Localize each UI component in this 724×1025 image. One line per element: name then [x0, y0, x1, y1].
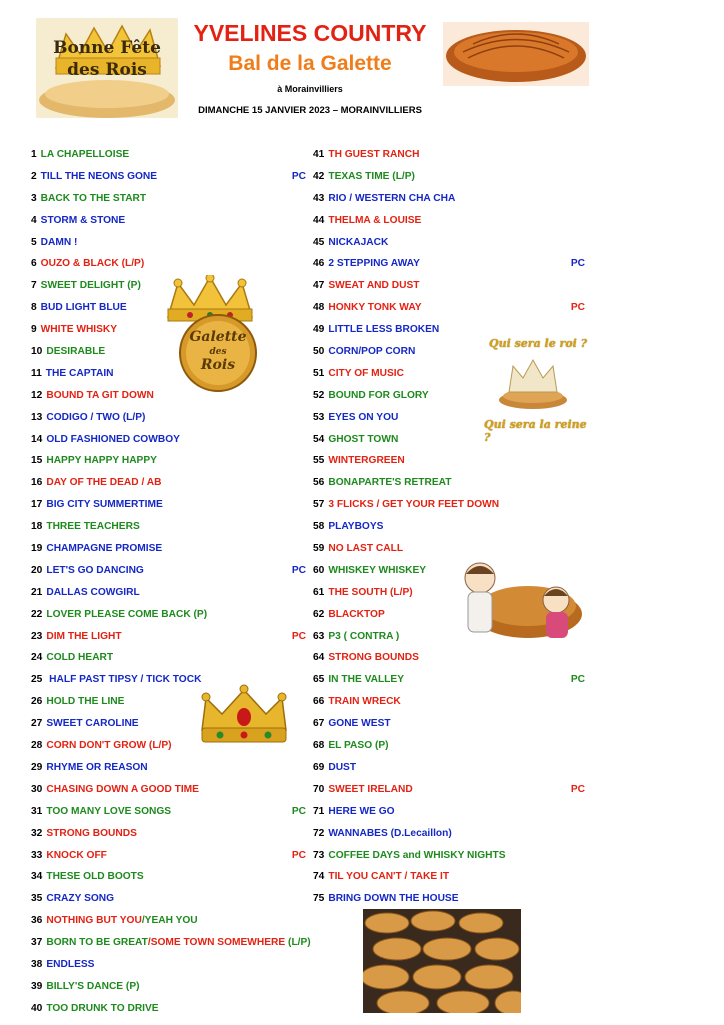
dance-number: 30 [31, 783, 43, 795]
dance-number: 50 [313, 346, 325, 358]
dance-title: TIL YOU CAN'T / TAKE IT [328, 871, 450, 883]
dance-list-item [31, 412, 306, 434]
dance-title: DIM THE LIGHT [46, 630, 122, 642]
dance-list-item [313, 674, 585, 696]
dance-title: BLACKTOP [328, 608, 385, 620]
dance-title: OLD FASHIONED COWBOY [46, 433, 180, 445]
pc-marker: PC [570, 258, 585, 270]
dance-title: THREE TEACHERS [46, 521, 140, 533]
dance-list-item [31, 587, 306, 609]
dance-list-item [313, 237, 585, 259]
dance-title: DAMN ! [40, 236, 78, 248]
event-date: DIMANCHE 15 JANVIER 2023 – MORAINVILLIERS [198, 105, 422, 116]
dance-list-item [313, 302, 585, 324]
dance-list-item [31, 871, 306, 893]
crown-label-line2: des [209, 347, 227, 357]
dance-title: HERE WE GO [328, 805, 395, 817]
pc-marker: PC [291, 849, 306, 861]
dance-list-item [31, 543, 306, 565]
dolls-galette-image [458, 556, 582, 640]
dance-title: DALLAS COWGIRL [46, 586, 140, 598]
crown-label-line3: Rois [200, 357, 236, 373]
dance-list-item [313, 455, 585, 477]
dance-list-item [313, 258, 585, 280]
dance-title: RIO / WESTERN CHA CHA [328, 192, 456, 204]
dance-number: 64 [313, 652, 325, 664]
dance-number: 27 [31, 718, 43, 730]
dance-number: 26 [31, 696, 43, 708]
dance-list-item [313, 784, 585, 806]
dance-number: 51 [313, 367, 325, 379]
dance-title: PLAYBOYS [328, 521, 384, 533]
dance-title: SWEET DELIGHT (P) [40, 280, 141, 292]
dance-number: 73 [313, 849, 325, 861]
dance-title: COFFEE DAYS and WHISKY NIGHTS [328, 849, 506, 861]
pc-marker: PC [570, 302, 585, 314]
dance-list-item [31, 477, 306, 499]
dance-title: NO LAST CALL [328, 543, 404, 555]
small-galette-crown-image [497, 352, 569, 410]
dance-number: 63 [313, 630, 325, 642]
dance-list-item [31, 565, 306, 587]
dance-list-item [313, 740, 585, 762]
dance-title: THESE OLD BOOTS [46, 871, 144, 883]
dance-title: TEXAS TIME (L/P) [328, 170, 415, 182]
dance-title: SWEET CAROLINE [46, 718, 139, 730]
dance-number: 20 [31, 564, 43, 576]
dance-list-item [31, 850, 306, 872]
dance-number: 48 [313, 302, 325, 314]
dance-number: 34 [31, 871, 43, 883]
question-queen: Qui sera la reine ? [484, 418, 587, 444]
dance-number: 24 [31, 652, 43, 664]
dance-number: 29 [31, 761, 43, 773]
dance-number: 14 [31, 433, 43, 445]
event-location: à Morainvilliers [277, 84, 343, 94]
dance-list-item [31, 1003, 306, 1025]
dance-number: 5 [31, 236, 37, 248]
event-subtitle: Bal de la Galette [228, 52, 392, 75]
dance-title: LITTLE LESS BROKEN [328, 324, 440, 336]
dance-number: 74 [313, 871, 325, 883]
dance-number: 54 [313, 433, 325, 445]
dance-number: 43 [313, 192, 325, 204]
dance-title: BIG CITY SUMMERTIME [46, 499, 163, 511]
dance-title: SWEAT AND DUST [328, 280, 420, 292]
dance-number: 40 [31, 1002, 43, 1014]
dance-number: 9 [31, 324, 37, 336]
dance-title: HONKY TONK WAY [328, 302, 422, 314]
galette-photo [443, 22, 589, 86]
dance-title: BOUND TA GIT DOWN [46, 389, 154, 401]
dance-number: 55 [313, 455, 325, 467]
dance-list-item [313, 828, 585, 850]
dance-list-item [31, 631, 306, 653]
dance-title: OUZO & BLACK (L/P) [40, 258, 145, 270]
dance-number: 44 [313, 214, 325, 226]
dance-list-item [31, 828, 306, 850]
dance-number: 21 [31, 586, 43, 598]
dance-list-item [313, 871, 585, 893]
dance-list-item [313, 499, 585, 521]
dance-list-item [31, 893, 306, 915]
dance-title: BACK TO THE START [40, 192, 147, 204]
dance-number: 32 [31, 827, 43, 839]
gold-crown-image [196, 684, 292, 748]
dance-title: TILL THE NEONS GONE [40, 170, 158, 182]
dance-title: TH GUEST RANCH [328, 149, 420, 160]
dance-number: 28 [31, 740, 43, 752]
dance-title: NOTHING BUT YOU/YEAH YOU [46, 915, 198, 927]
dance-number: 56 [313, 477, 325, 489]
dance-title: WANNABES (D.Lecaillon) [328, 827, 452, 839]
dance-title: COLD HEART [46, 652, 114, 664]
dance-title: BUD LIGHT BLUE [40, 302, 127, 314]
dance-title: CORN/POP CORN [328, 346, 416, 358]
dance-number: 36 [31, 915, 43, 927]
dance-list-item [313, 696, 585, 718]
dance-number: 2 [31, 170, 37, 182]
dance-number: 6 [31, 258, 37, 270]
dance-number: 65 [313, 674, 325, 686]
dance-list-item [313, 171, 585, 193]
dance-title: KNOCK OFF [46, 849, 107, 861]
pc-marker: PC [291, 630, 306, 642]
dance-list-item [313, 718, 585, 740]
dance-title: 2 STEPPING AWAY [328, 258, 420, 270]
dance-number: 62 [313, 608, 325, 620]
dance-title: HALF PAST TIPSY / TICK TOCK [46, 674, 202, 686]
dance-title: CHAMPAGNE PROMISE [46, 543, 163, 555]
dance-number: 68 [313, 740, 325, 752]
dance-title: BILLY'S DANCE (P) [46, 980, 140, 992]
pc-marker: PC [570, 783, 585, 795]
dance-number: 42 [313, 170, 325, 182]
dance-title: THE SOUTH (L/P) [328, 586, 413, 598]
dance-title: HOLD THE LINE [46, 696, 125, 708]
dance-number: 22 [31, 608, 43, 620]
dance-title: ENDLESS [46, 958, 95, 970]
dance-list-item [31, 652, 306, 674]
dance-number: 25 [31, 674, 43, 686]
page-title: YVELINES COUNTRY [193, 20, 427, 46]
dance-number: 45 [313, 236, 325, 248]
bonne-fete-logo [36, 18, 178, 118]
dance-list-item [313, 280, 585, 302]
dance-title: SWEET IRELAND [328, 783, 413, 795]
dance-title: EYES ON YOU [328, 411, 399, 423]
dance-title: DESIRABLE [46, 346, 106, 358]
logo-text-line2: des Rois [67, 60, 147, 80]
dance-number: 53 [313, 411, 325, 423]
dance-title: NICKAJACK [328, 236, 389, 248]
crown-galette-image [160, 275, 260, 393]
dance-number: 16 [31, 477, 43, 489]
dance-list-right [313, 149, 585, 915]
dance-title: GONE WEST [328, 718, 391, 730]
dance-list-item [313, 762, 585, 784]
dance-number: 23 [31, 630, 43, 642]
dance-title: CHASING DOWN A GOOD TIME [46, 783, 199, 795]
dance-number: 52 [313, 389, 325, 401]
dance-title: CITY OF MUSIC [328, 367, 404, 379]
pc-marker: PC [570, 674, 585, 686]
dance-number: 10 [31, 346, 43, 358]
dance-list-item [313, 193, 585, 215]
dance-number: 61 [313, 586, 325, 598]
dance-title: 3 FLICKS / GET YOUR FEET DOWN [328, 499, 500, 511]
dance-title: CRAZY SONG [46, 893, 115, 905]
dance-title: DUST [328, 761, 357, 773]
dance-list-item [313, 521, 585, 543]
dance-title: TOO DRUNK TO DRIVE [46, 1002, 159, 1014]
pc-marker: PC [291, 170, 306, 182]
dance-list-item [31, 215, 306, 237]
question-king: Qui sera le roi ? [489, 337, 588, 350]
dance-number: 60 [313, 564, 325, 576]
dance-list-item [313, 850, 585, 872]
dance-number: 12 [31, 389, 43, 401]
dance-list-item [31, 455, 306, 477]
dance-title: STORM & STONE [40, 214, 126, 226]
dance-number: 46 [313, 258, 325, 270]
dance-number: 13 [31, 411, 43, 423]
dance-list-item [31, 149, 306, 171]
dance-number: 31 [31, 805, 43, 817]
dance-title: WHISKEY WHISKEY [328, 564, 427, 576]
dance-number: 67 [313, 718, 325, 730]
logo-text-line1: Bonne Fête [53, 38, 161, 58]
dance-title: CORN DON'T GROW (L/P) [46, 740, 172, 752]
dance-title: BOUND FOR GLORY [328, 389, 429, 401]
dance-title: TOO MANY LOVE SONGS [46, 805, 172, 817]
dance-title: WHITE WHISKY [40, 324, 118, 336]
pc-marker: PC [291, 805, 306, 817]
dance-number: 72 [313, 827, 325, 839]
dance-title: LOVER PLEASE COME BACK (P) [46, 608, 208, 620]
dance-number: 4 [31, 214, 37, 226]
dance-number: 58 [313, 521, 325, 533]
dance-number: 38 [31, 958, 43, 970]
dance-list-item [31, 762, 306, 784]
dance-title: CODIGO / TWO (L/P) [46, 411, 146, 423]
dance-list-item [31, 390, 306, 412]
dance-list-item [31, 981, 306, 1003]
dance-number: 75 [313, 893, 325, 905]
dance-title: THELMA & LOUISE [328, 214, 422, 226]
dance-list-item [313, 477, 585, 499]
dance-number: 11 [31, 367, 42, 379]
dance-title: BRING DOWN THE HOUSE [328, 893, 459, 905]
dance-number: 1 [31, 149, 37, 160]
dance-list-item [313, 652, 585, 674]
dance-number: 37 [31, 937, 43, 949]
dance-title: STRONG BOUNDS [46, 827, 137, 839]
pc-marker: PC [291, 564, 306, 576]
dance-list-item [31, 959, 306, 981]
dance-title: STRONG BOUNDS [328, 652, 419, 664]
dance-title: THE CAPTAIN [45, 367, 114, 379]
dance-number: 71 [313, 805, 325, 817]
dance-list-item [31, 499, 306, 521]
dance-title: RHYME OR REASON [46, 761, 148, 773]
dance-list-item [31, 237, 306, 259]
dance-list-item [31, 609, 306, 631]
dance-title: HAPPY HAPPY HAPPY [46, 455, 157, 467]
dance-list-item [313, 806, 585, 828]
dance-title: LA CHAPELLOISE [40, 149, 130, 160]
dance-title: BONAPARTE'S RETREAT [328, 477, 452, 489]
dance-number: 70 [313, 783, 325, 795]
dance-list-item [31, 434, 306, 456]
dance-number: 49 [313, 324, 325, 336]
dance-title: P3 ( CONTRA ) [328, 630, 400, 642]
dance-number: 7 [31, 280, 37, 292]
dance-list-item [31, 784, 306, 806]
dance-number: 33 [31, 849, 43, 861]
dance-title: IN THE VALLEY [328, 674, 404, 686]
dance-list-item [313, 149, 585, 171]
dance-number: 41 [313, 149, 325, 160]
dance-number: 66 [313, 696, 325, 708]
dance-number: 39 [31, 980, 43, 992]
dance-list-item [31, 806, 306, 828]
bakery-galettes-photo [363, 909, 521, 1013]
dance-number: 8 [31, 302, 37, 314]
dance-title: GHOST TOWN [328, 433, 399, 445]
dance-title: LET'S GO DANCING [46, 564, 144, 576]
crown-label-line1: Galette [189, 329, 247, 345]
dance-number: 15 [31, 455, 43, 467]
dance-list-item [31, 915, 306, 937]
dance-title: EL PASO (P) [328, 740, 389, 752]
dance-list-item [31, 937, 311, 959]
dance-list-item [31, 171, 306, 193]
dance-number: 3 [31, 192, 37, 204]
dance-title: BORN TO BE GREAT/SOME TOWN SOMEWHERE (L/P) [46, 937, 311, 949]
dance-number: 18 [31, 521, 43, 533]
dance-number: 69 [313, 761, 325, 773]
dance-number: 57 [313, 499, 325, 511]
dance-number: 17 [31, 499, 43, 511]
dance-number: 35 [31, 893, 43, 905]
dance-list-item [31, 521, 306, 543]
dance-list-item [31, 193, 306, 215]
dance-number: 47 [313, 280, 325, 292]
dance-title: DAY OF THE DEAD / AB [46, 477, 162, 489]
dance-title: WINTERGREEN [328, 455, 405, 467]
dance-list-item [313, 215, 585, 237]
dance-title: TRAIN WRECK [328, 696, 401, 708]
dance-number: 59 [313, 543, 325, 555]
dance-number: 19 [31, 543, 43, 555]
